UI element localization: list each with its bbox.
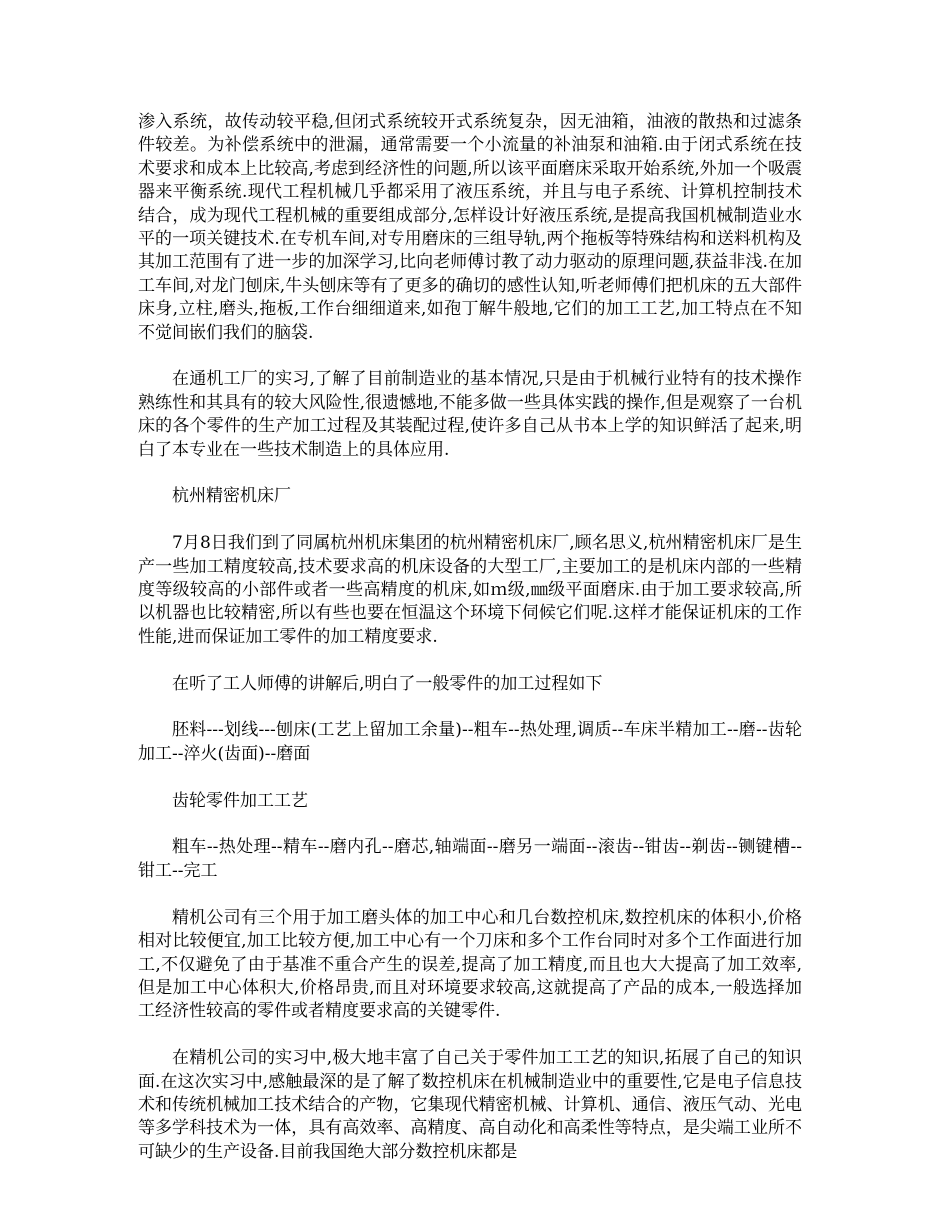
section-heading-hangzhou-precision: 杭州精密机床厂 bbox=[172, 486, 291, 507]
paragraph-machining-center: 精机公司有三个用于加工磨头体的加工中心和几台数控机床,数控机床的体积小,价格相对比较便宜,加工比较方便,加工中心有一个刀床和多个工作台同时对多个工作面进行加工,不仅避免了由于基准不重合产生的误差,提高了加工精度,而且也大大提高了加工效率,但是加工中心体积大,价格昂贵,而且对环境要求较高,这就提高了产品的成本,一般选择加工经济性较高的零件或者精度要求高的关键零件. bbox=[138, 907, 802, 1022]
paragraph-cnc-importance: 在精机公司的实习中,极大地丰富了自己关于零件加工工艺的知识,拓展了自己的知识面.在这次实习中,感触最深的是了解了数控机床在机械制造业中的重要性,它是电子信息技术和传统机械加工技术结合的产物，它集现代精密机械、计算机、通信、液压气动、光电等多学科技术为一体，具有高效率、高精度、高自动化和高柔性等特点，是尖端工业所不可缺少的生产设备.目前我国绝大部分数控机床都是 bbox=[138, 1048, 802, 1162]
paragraph-gear-process-flow: 粗车--热处理--精车--磨内孔--磨芯,轴端面--磨另一端面--滚齿--钳齿--剃齿--铡键槽--钳工--完工 bbox=[138, 837, 802, 881]
paragraph-hangzhou-precision-intro: 7月8日我们到了同属杭州机床集团的杭州精密机床厂,顾名思义,杭州精密机床厂是生产一些加工精度较高,技术要求高的机床设备的大型工厂,主要加工的是机床内部的一些精度等级较高的小部件或者一些高精度的机床,如ｍ级,㎜级平面磨床.由于加工要求较高,所以机器也比较精密,所以有些也要在恒温这个环境下伺候它们呢.这样才能保证机床的工作性能,进而保证加工零件的加工精度要求. bbox=[138, 533, 802, 647]
paragraph-hydraulic-system: 渗入系统，故传动较平稳,但闭式系统较开式系统复杂，因无油箱，油液的散热和过滤条件较差。为补偿系统中的泄漏，通常需要一个小流量的补油泵和油箱.由于闭式系统在技术要求和成本上比较高,考虑到经济性的问题,所以该平面磨床采取开始系统,外加一个吸震器来平衡系统.现代工程机械几乎都采用了液压系统，并且与电子系统、计算机控制技术结合，成为现代工程机械的重要组成部分,怎样设计好液压系统,是提高我国机械制造业水平的一项关键技术.在专机车间,对专用磨床的三组导轨,两个拖板等特殊结构和送料机构及其加工范围有了进一步的加深学习,比向老师傅讨教了动力驱动的原理问题,获益非浅.在加工车间,对龙门刨床,牛头刨床等有了更多的确切的感性认知,听老师傅们把机床的五大部件床身,立柱,磨头,拖板,工作台细细道来,如孢丁解牛般地,它们的加工工艺,加工特点在不知不觉间嵌们我们的脑袋. bbox=[138, 112, 802, 343]
paragraph-process-intro: 在听了工人师傅的讲解后,明白了一般零件的加工过程如下 bbox=[172, 673, 603, 694]
paragraph-part-process-flow: 胚料---划线---刨床(工艺上留加工余量)--粗车--热处理,调质--车床半精加工--磨--齿轮加工--淬火(齿面)--磨面 bbox=[138, 720, 802, 764]
paragraph-general-machine-factory: 在通机工厂的实习,了解了目前制造业的基本情况,只是由于机械行业特有的技术操作熟练性和其具有的较大风险性,很遗憾地,不能多做一些具体实践的操作,但是观察了一台机床的各个零件的生产加工过程及其装配过程,使许多自己从书本上学的知识鲜活了起来,明白了本专业在一些技术制造上的具体应用. bbox=[138, 369, 802, 460]
section-heading-gear-process: 齿轮零件加工工艺 bbox=[172, 790, 308, 811]
